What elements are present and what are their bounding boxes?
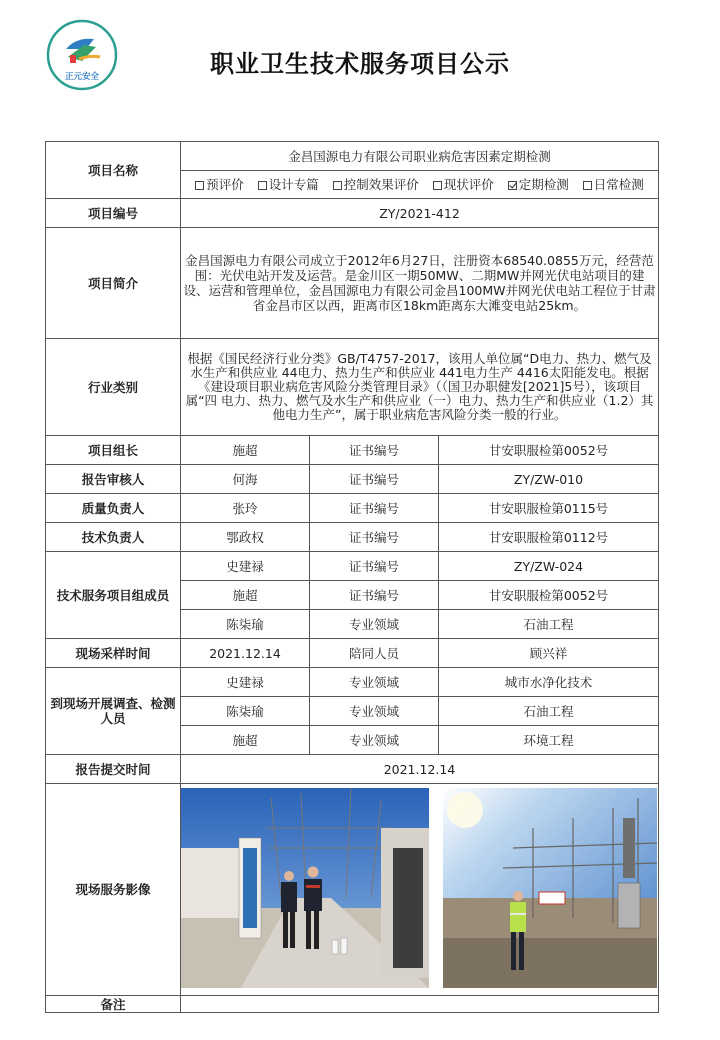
sampling-label: 现场采样时间 (46, 639, 181, 668)
sampling-companion: 顾兴祥 (439, 639, 659, 668)
quality-label: 质量负责人 (46, 494, 181, 523)
member-name: 陈柒瑜 (181, 610, 310, 639)
leader-cert: 甘安职服检第0052号 (439, 436, 659, 465)
member-field: 证书编号 (310, 552, 439, 581)
member-name: 史建禄 (181, 552, 310, 581)
site-photo-substation (443, 788, 657, 988)
industry-label: 行业类别 (46, 339, 181, 436)
page-title: 职业卫生技术服务项目公示 (210, 50, 510, 78)
onsite-field: 专业领域 (310, 668, 439, 697)
onsite-value: 环境工程 (439, 726, 659, 755)
leader-name: 施超 (181, 436, 310, 465)
photos-cell (181, 784, 659, 996)
checkbox-daily-test[interactable]: 日常检测 (583, 177, 644, 192)
reviewer-cert-label: 证书编号 (310, 465, 439, 494)
checkbox-pre-evaluation[interactable]: 预评价 (195, 177, 244, 192)
member-field: 证书编号 (310, 581, 439, 610)
project-name-value: 金昌国源电力有限公司职业病危害因素定期检测 (181, 142, 659, 171)
checkbox-control-evaluation[interactable]: 控制效果评价 (333, 177, 419, 192)
project-no-value: ZY/2021-412 (181, 199, 659, 228)
onsite-value: 城市水净化技术 (439, 668, 659, 697)
remarks-value (181, 996, 659, 1013)
tech-cert: 甘安职服检第0112号 (439, 523, 659, 552)
quality-name: 张玲 (181, 494, 310, 523)
member-field: 专业领域 (310, 610, 439, 639)
onsite-label: 到现场开展调查、检测人员 (46, 668, 181, 755)
industry-text: 根据《国民经济行业分类》GB/T4757-2017，该用人单位属“D电力、热力、燃气及水生产和供应业 44电力、热力生产和供应业 441电力生产 4416太阳能发电。根据《建设项目职业病危害风险分类管理目录》（（国卫办职健发[2021]5号），该项目属“四 电力、热力、燃气及水生产和供应业（一）电力、热力生产和供应业（1.2）其他电力生产”，属于职业病危害风险分类一般的行业。 (181, 339, 659, 436)
onsite-value: 石油工程 (439, 697, 659, 726)
members-label: 技术服务项目组成员 (46, 552, 181, 639)
sampling-field: 陪同人员 (310, 639, 439, 668)
leader-label: 项目组长 (46, 436, 181, 465)
onsite-name: 史建禄 (181, 668, 310, 697)
checkbox-periodic-test[interactable]: 定期检测 (508, 177, 569, 192)
onsite-name: 陈柒瑜 (181, 697, 310, 726)
report-date-value: 2021.12.14 (181, 755, 659, 784)
remarks-label: 备注 (46, 996, 181, 1013)
member-value: ZY/ZW-024 (439, 552, 659, 581)
summary-text: 金昌国源电力有限公司成立于2012年6月27日，注册资本68540.0855万元，经营范围：光伏电站开发及运营。是金川区一期50MW、二期MW并网光伏电站项目的建设、运营和管理单位，金昌国源电力有限公司金昌100MW并网光伏电站工程位于甘肃省金昌市区以西，距离市区18km距离东大滩变电站25km。 (181, 228, 659, 339)
reviewer-name: 何海 (181, 465, 310, 494)
member-value: 甘安职服检第0052号 (439, 581, 659, 610)
sampling-date: 2021.12.14 (181, 639, 310, 668)
reviewer-label: 报告审核人 (46, 465, 181, 494)
tech-label: 技术负责人 (46, 523, 181, 552)
tech-name: 鄂政权 (181, 523, 310, 552)
quality-cert-label: 证书编号 (310, 494, 439, 523)
summary-label: 项目简介 (46, 228, 181, 339)
service-type-checkboxes (181, 171, 659, 199)
member-value: 石油工程 (439, 610, 659, 639)
project-name-label: 项目名称 (46, 142, 181, 199)
checkbox-status-evaluation[interactable]: 现状评价 (433, 177, 494, 192)
reviewer-cert: ZY/ZW-010 (439, 465, 659, 494)
member-name: 施超 (181, 581, 310, 610)
project-table (45, 141, 659, 1013)
site-photo-gate (181, 788, 429, 988)
quality-cert: 甘安职服检第0115号 (439, 494, 659, 523)
onsite-name: 施超 (181, 726, 310, 755)
logo-text: 正元安全 (64, 72, 100, 82)
project-no-label: 项目编号 (46, 199, 181, 228)
leader-cert-label: 证书编号 (310, 436, 439, 465)
photos-label: 现场服务影像 (46, 784, 181, 996)
onsite-field: 专业领域 (310, 726, 439, 755)
tech-cert-label: 证书编号 (310, 523, 439, 552)
checkbox-design[interactable]: 设计专篇 (258, 177, 319, 192)
report-date-label: 报告提交时间 (46, 755, 181, 784)
onsite-field: 专业领域 (310, 697, 439, 726)
